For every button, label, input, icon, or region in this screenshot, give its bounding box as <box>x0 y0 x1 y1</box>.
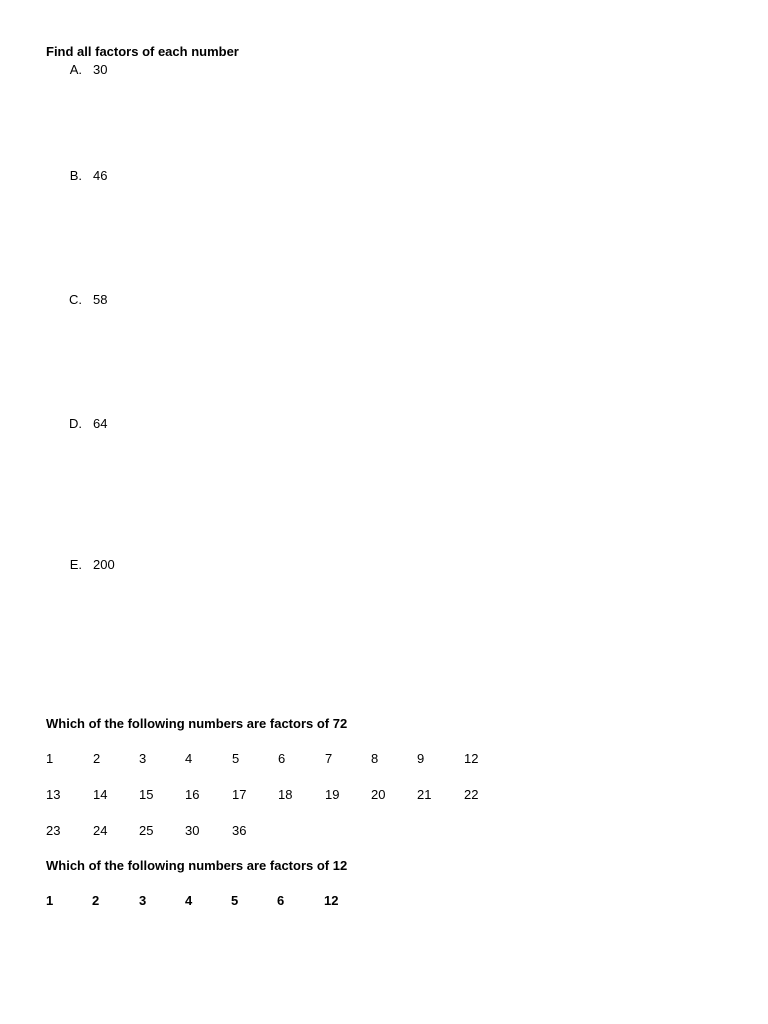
section1-heading: Find all factors of each number <box>46 44 239 59</box>
number-option: 30 <box>185 823 200 838</box>
number-option: 8 <box>371 751 379 766</box>
number-option: 20 <box>371 787 386 802</box>
number-option: 3 <box>139 751 147 766</box>
number-option: 23 <box>46 823 61 838</box>
number-option: 5 <box>231 893 239 908</box>
number-option: 1 <box>46 893 54 908</box>
number-option: 4 <box>185 751 193 766</box>
number-option: 12 <box>324 893 339 908</box>
number-option: 3 <box>139 893 147 908</box>
number-option: 17 <box>232 787 247 802</box>
question-label: A. <box>69 62 82 77</box>
number-option: 7 <box>325 751 333 766</box>
number-option: 2 <box>93 751 101 766</box>
number-option: 16 <box>185 787 200 802</box>
question-number: 30 <box>93 62 108 77</box>
section3-heading: Which of the following numbers are factors of 12 <box>46 858 348 873</box>
number-option: 36 <box>232 823 247 838</box>
number-option: 13 <box>46 787 61 802</box>
number-option: 6 <box>277 893 285 908</box>
number-option: 14 <box>93 787 108 802</box>
number-option: 9 <box>417 751 425 766</box>
number-option: 21 <box>417 787 432 802</box>
number-option: 19 <box>325 787 340 802</box>
number-option: 4 <box>185 893 193 908</box>
number-option: 2 <box>92 893 100 908</box>
number-option: 24 <box>93 823 108 838</box>
number-option: 22 <box>464 787 479 802</box>
question-number: 46 <box>93 168 108 183</box>
number-option: 1 <box>46 751 54 766</box>
section2-heading: Which of the following numbers are factors of 72 <box>46 716 348 731</box>
number-option: 18 <box>278 787 293 802</box>
number-option: 25 <box>139 823 154 838</box>
question-number: 200 <box>93 557 115 572</box>
number-option: 15 <box>139 787 154 802</box>
question-label: B. <box>69 168 82 183</box>
question-label: E. <box>69 557 82 572</box>
question-number: 58 <box>93 292 108 307</box>
number-option: 12 <box>464 751 479 766</box>
question-label: C. <box>69 292 82 307</box>
question-label: D. <box>69 416 82 431</box>
number-option: 6 <box>278 751 286 766</box>
question-number: 64 <box>93 416 108 431</box>
number-option: 5 <box>232 751 240 766</box>
